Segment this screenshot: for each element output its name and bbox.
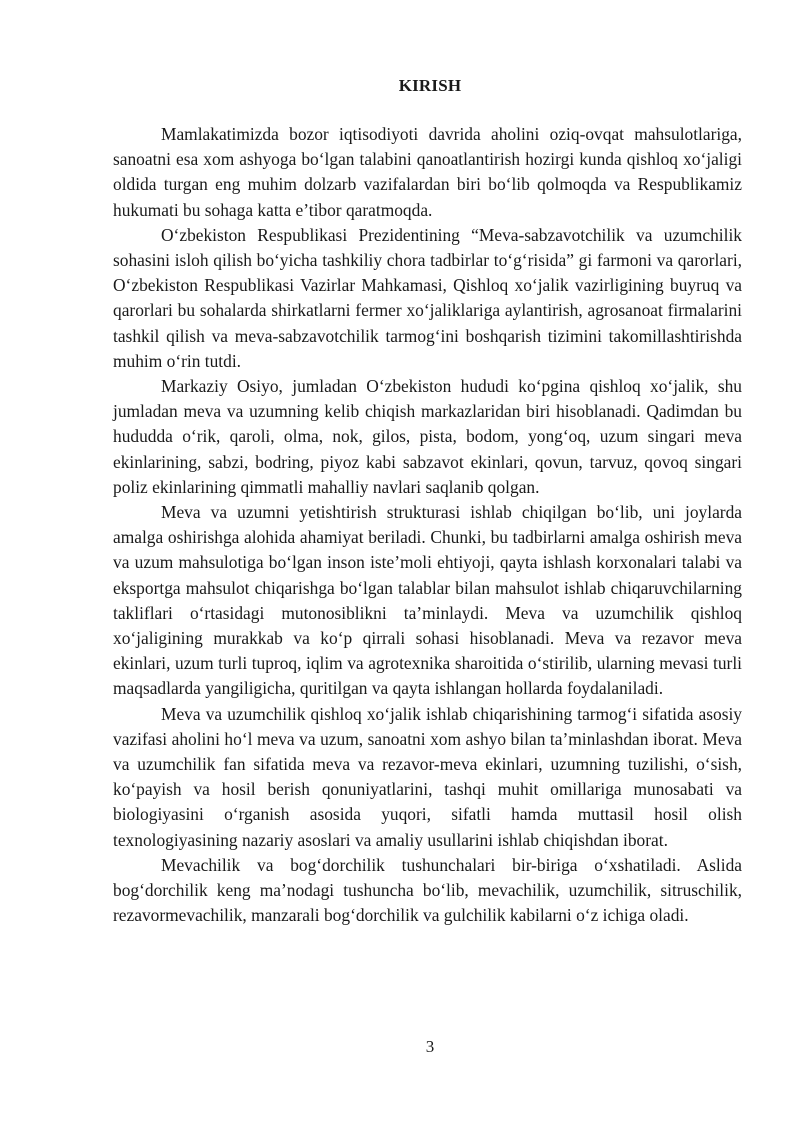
paragraph: Meva va uzumchilik qishloq xo‘jalik ishlab chiqarishining tarmog‘i sifatida asosiy vazifasi aholini ho‘l meva va uzum, sanoatni xom ashyo bilan ta’minlashdan iborat. Meva va uzumchilik fan sifatida meva va rezavor-meva ekinlari, uzumning tuzilishi, o‘sish, ko‘payish va hosil berish qonuniyatlarini, tashqi muhit omillariga munosabati va biologiyasini o‘rganish asosida yuqori, sifatli hamda muttasil hosil olish texnologiyasining nazariy asoslari va amaliy usullarini ishlab chiqishdan iborat. [113,703,742,850]
paragraph: Mevachilik va bog‘dorchilik tushunchalari bir-biriga o‘xshatiladi. Aslida bog‘dorchilik keng ma’nodagi tushuncha bo‘lib, mevachilik, uzumchilik, sitruschilik, rezavormevachilik, manzarali bog‘dorchilik va gulchilik kabilarni o‘z ichiga oladi. [113,854,742,926]
body-text [113,122,742,929]
page-title: KIRISH [398,76,462,95]
paragraph: Markaziy Osiyo, jumladan O‘zbekiston hududi ko‘pgina qishloq xo‘jalik, shu jumladan meva va uzumning kelib chiqish markazlaridan biri hisoblanadi. Qadimdan bu hududda o‘rik, qaroli, olma, nok, gilos, pista, bodom, yong‘oq, uzum singari meva ekinlarining, sabzi, bodring, piyoz kabi sabzavot ekinlari, qovun, tarvuz, qovoq singari poliz ekinlarining qimmatli mahalliy navlari saqlanib qolgan. [113,376,742,497]
paragraph: Meva va uzumni yetishtirish strukturasi ishlab chiqilgan bo‘lib, uni joylarda amalga oshirishga alohida ahamiyat beriladi. Chunki, bu tadbirlarni amalga oshirish meva va uzum mahsulotiga bo‘lgan inson iste’moli ehtiyoji, qayta ishlash korxonalari talabi va eksportga mahsulot chiqarishga bo‘lgan talablar bilan mahsulot ishlab chiqaruvchilarning takliflari o‘rtasidagi mutonosiblikni ta’minlaydi. Meva va uzumchilik qishloq xo‘jaligining murakkab va ko‘p qirrali sohasi hisoblanadi. Meva va rezavor meva ekinlari, uzum turli tuproq, iqlim va agrotexnika sharoitida o‘stirilib, ularning mevasi turli maqsadlarda yangiligicha, quritilgan va qayta ishlangan hollarda foydalaniladi. [113,502,742,699]
page-number: 3 [425,1037,435,1056]
paragraph: Mamlakatimizda bozor iqtisodiyoti davrida aholini oziq-ovqat mahsulotlariga, sanoatni esa xom ashyoga bo‘lgan talabini qanoatlantirish hozirgi kunda qishloq xo‘jaligi oldida turgan eng muhim dolzarb vazifalardan biri bo‘lib qolmoqda va Respublikamiz hukumati bu sohaga katta e’tibor qaratmoqda. [113,124,742,220]
paragraph: O‘zbekiston Respublikasi Prezidentining “Meva-sabzavotchilik va uzumchilik sohasini isloh qilish bo‘yicha tashkiliy chora tadbirlar to‘g‘risida” gi farmoni va qarorlari, O‘zbekiston Respublikasi Vazirlar Mahkamasi, Qishloq xo‘jalik vazirligining buyruq va qarorlari bu sohalarda shirkatlarni fermer xo‘jaliklariga aylantirish, agrosanoat firmalarini tashkil qilish va meva-sabzavotchilik tarmog‘ini boshqarish tizimini takomillashtirishda muhim o‘rin tutdi. [113,224,742,371]
